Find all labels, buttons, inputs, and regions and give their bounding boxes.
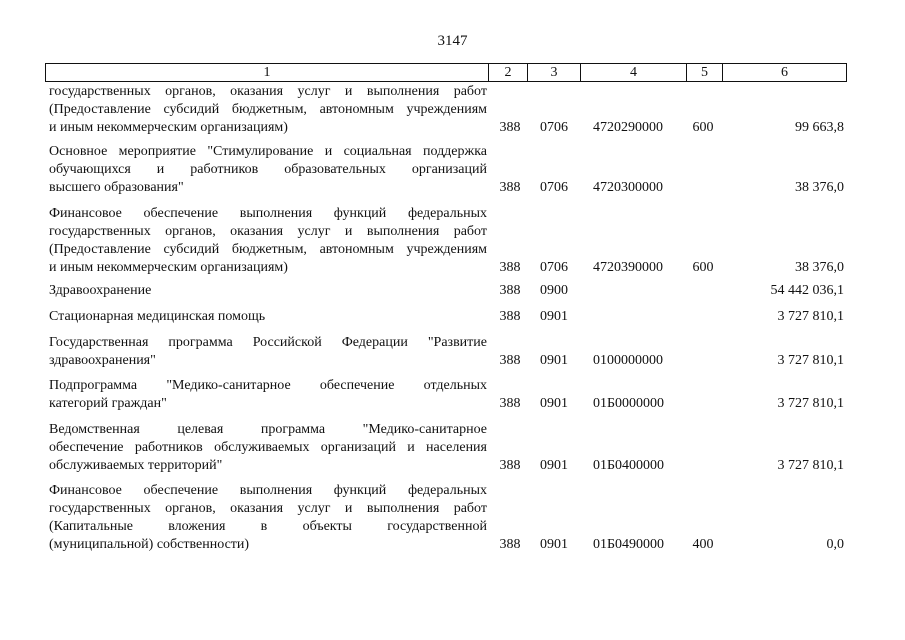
column-header-5: 5 <box>686 64 722 81</box>
section-code-cell: 0706 <box>540 180 568 195</box>
section-code-cell: 0900 <box>540 283 568 298</box>
admin-code-cell: 388 <box>499 396 521 411</box>
admin-code-cell: 388 <box>499 458 521 473</box>
admin-code-cell: 388 <box>499 260 521 275</box>
section-code-cell: 0901 <box>540 309 568 324</box>
description-line: и иным некоммерческим организациям) <box>49 260 288 275</box>
description-line: высшего образования" <box>49 180 184 195</box>
admin-code-cell: 388 <box>499 537 521 552</box>
section-code-cell: 0901 <box>540 458 568 473</box>
section-code-cell: 0901 <box>540 353 568 368</box>
description-line: здравоохранения" <box>49 353 156 368</box>
page-number: 3147 <box>437 33 468 49</box>
description-line: и иным некоммерческим организациям) <box>49 120 288 135</box>
description-line: (муниципальной) собственности) <box>49 537 250 552</box>
row-description <box>49 308 487 326</box>
description-line: Финансовое обеспечение выполнения функций федеральных <box>49 206 487 221</box>
row-description <box>49 482 487 554</box>
column-header-4: 4 <box>580 64 686 81</box>
amount-cell: 99 663,8 <box>795 120 844 135</box>
row-description <box>49 205 487 277</box>
description-line: обучающихся и работников образовательных организаций <box>49 162 487 177</box>
target-code-cell: 01Б0000000 <box>593 396 665 411</box>
description-line: государственных органов, оказания услуг и выполнения работ <box>49 84 487 99</box>
description-line: Государственная программа Российской Федерации "Развитие <box>49 335 487 350</box>
column-header-3: 3 <box>527 64 580 81</box>
row-description <box>49 334 487 370</box>
amount-cell: 3 727 810,1 <box>777 396 844 411</box>
description-line: Финансовое обеспечение выполнения функций федеральных <box>49 483 487 498</box>
amount-cell: 3 727 810,1 <box>777 458 844 473</box>
section-code-cell: 0706 <box>540 260 568 275</box>
target-code-cell: 4720390000 <box>593 260 663 275</box>
description-line: государственных органов, оказания услуг и выполнения работ <box>49 224 487 239</box>
description-line: (Предоставление субсидий бюджетным, автономным учреждениям <box>49 102 487 117</box>
target-code-cell: 01Б0400000 <box>593 458 665 473</box>
description-line: обеспечение работников обслуживаемых организаций и населения <box>49 440 487 455</box>
section-code-cell: 0901 <box>540 537 568 552</box>
column-header-6: 6 <box>722 64 846 81</box>
description-line: Основное мероприятие "Стимулирование и социальная поддержка <box>49 144 487 159</box>
admin-code-cell: 388 <box>499 180 521 195</box>
description-line: обслуживаемых территорий" <box>49 458 223 473</box>
amount-cell: 3 727 810,1 <box>777 309 844 324</box>
admin-code-cell: 388 <box>499 120 521 135</box>
amount-cell: 38 376,0 <box>795 180 844 195</box>
description-line: государственных органов, оказания услуг и выполнения работ <box>49 501 487 516</box>
description-line: (Капитальные вложения в объекты государственной <box>49 519 487 534</box>
section-code-cell: 0706 <box>540 120 568 135</box>
admin-code-cell: 388 <box>499 353 521 368</box>
expense-type-cell: 400 <box>692 537 714 552</box>
amount-cell: 3 727 810,1 <box>777 353 844 368</box>
admin-code-cell: 388 <box>499 283 521 298</box>
expense-type-cell: 600 <box>692 260 714 275</box>
amount-cell: 54 442 036,1 <box>770 283 844 298</box>
row-description <box>49 143 487 197</box>
row-description <box>49 83 487 137</box>
section-code-cell: 0901 <box>540 396 568 411</box>
description-line: (Предоставление субсидий бюджетным, автономным учреждениям <box>49 242 487 257</box>
row-description <box>49 377 487 413</box>
amount-cell: 0,0 <box>826 537 844 552</box>
target-code-cell: 01Б0490000 <box>593 537 665 552</box>
description-line: Ведомственная целевая программа "Медико-санитарное <box>49 422 487 437</box>
row-description <box>49 421 487 475</box>
description-line: Здравоохранение <box>49 283 152 298</box>
expense-type-cell: 600 <box>692 120 714 135</box>
target-code-cell: 4720300000 <box>593 180 663 195</box>
admin-code-cell: 388 <box>499 309 521 324</box>
description-line: Подпрограмма "Медико-санитарное обеспечение отдельных <box>49 378 487 393</box>
amount-cell: 38 376,0 <box>795 260 844 275</box>
description-line: категорий граждан" <box>49 396 167 411</box>
target-code-cell: 4720290000 <box>593 120 663 135</box>
description-line: Стационарная медицинская помощь <box>49 309 266 324</box>
target-code-cell: 0100000000 <box>593 353 663 368</box>
column-header-2: 2 <box>488 64 527 81</box>
row-description <box>49 282 487 300</box>
column-header-1: 1 <box>263 65 271 80</box>
